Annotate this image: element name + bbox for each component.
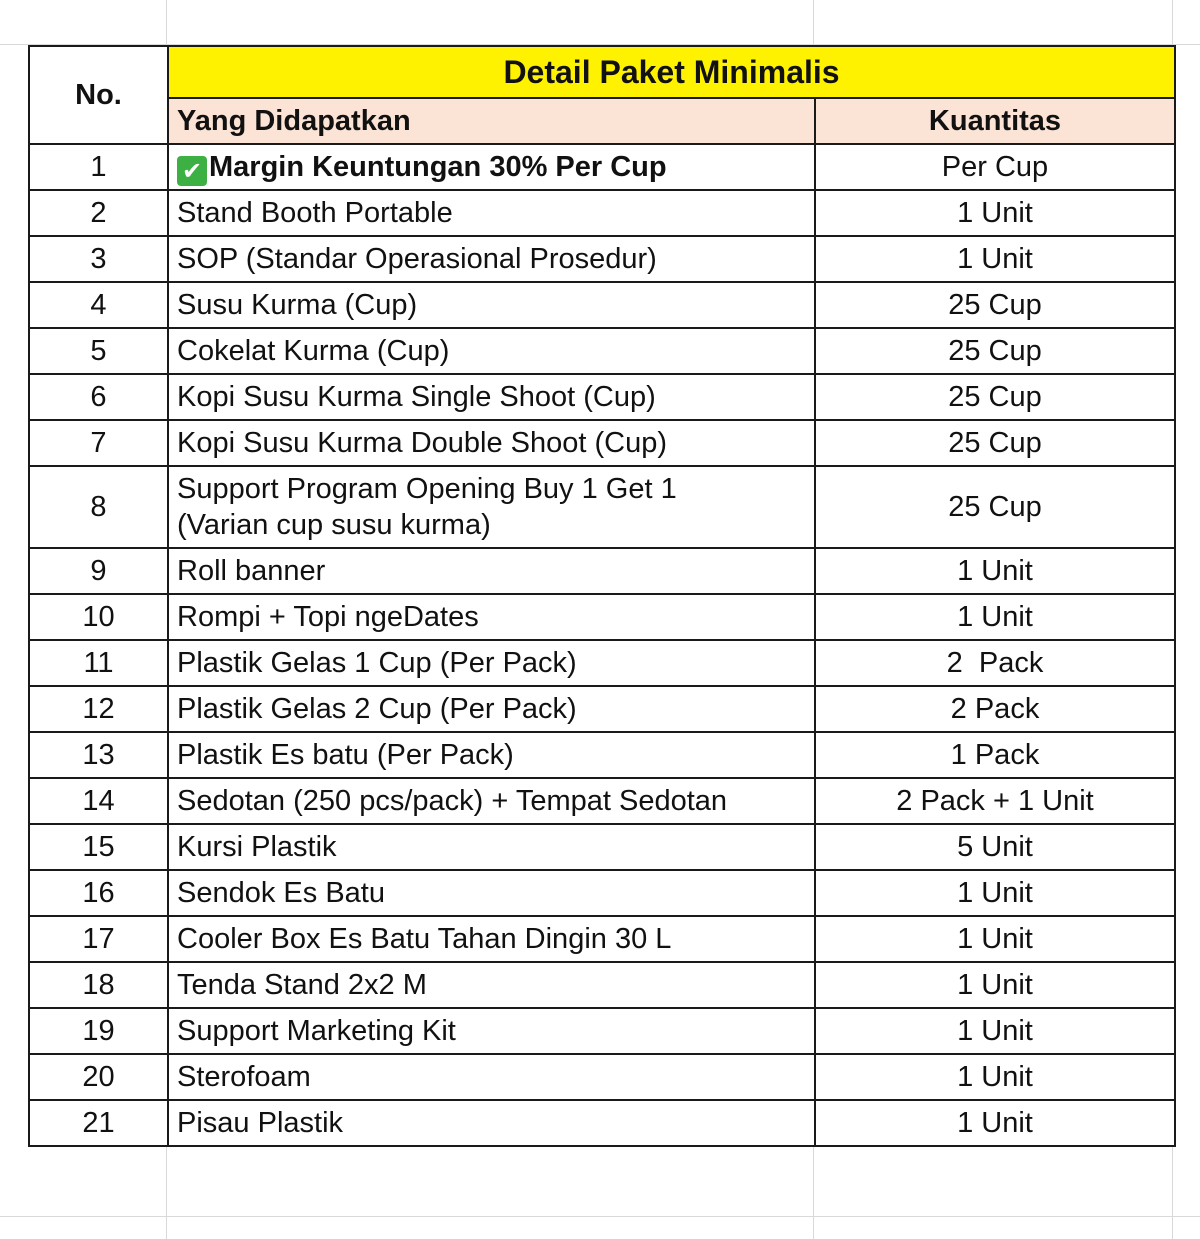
item-cell[interactable]: Kopi Susu Kurma Double Shoot (Cup) bbox=[168, 420, 815, 466]
quantity-cell[interactable]: 5 Unit bbox=[815, 824, 1175, 870]
row-number-cell[interactable]: 19 bbox=[29, 1008, 168, 1054]
row-number-cell[interactable]: 14 bbox=[29, 778, 168, 824]
table-row bbox=[29, 824, 1175, 870]
table-row bbox=[29, 190, 1175, 236]
quantity-cell[interactable]: 25 Cup bbox=[815, 374, 1175, 420]
row-number-cell[interactable]: 2 bbox=[29, 190, 168, 236]
item-cell[interactable]: Pisau Plastik bbox=[168, 1100, 815, 1146]
grid-line bbox=[0, 1216, 1200, 1217]
table-row bbox=[29, 916, 1175, 962]
item-cell[interactable]: Sterofoam bbox=[168, 1054, 815, 1100]
table-row bbox=[29, 236, 1175, 282]
quantity-cell[interactable]: 25 Cup bbox=[815, 282, 1175, 328]
row-number-cell[interactable]: 10 bbox=[29, 594, 168, 640]
row-number-cell[interactable]: 5 bbox=[29, 328, 168, 374]
row-number-cell[interactable]: 8 bbox=[29, 466, 168, 548]
row-number-cell[interactable]: 20 bbox=[29, 1054, 168, 1100]
table-row bbox=[29, 1054, 1175, 1100]
quantity-cell[interactable]: 1 Unit bbox=[815, 916, 1175, 962]
quantity-cell[interactable]: 2 Pack bbox=[815, 686, 1175, 732]
table-row bbox=[29, 282, 1175, 328]
row-number-cell[interactable]: 15 bbox=[29, 824, 168, 870]
table-row bbox=[29, 640, 1175, 686]
table-row bbox=[29, 870, 1175, 916]
item-cell[interactable]: Roll banner bbox=[168, 548, 815, 594]
quantity-cell[interactable]: 1 Unit bbox=[815, 962, 1175, 1008]
quantity-cell[interactable]: 1 Unit bbox=[815, 236, 1175, 282]
item-cell[interactable]: Sendok Es Batu bbox=[168, 870, 815, 916]
column-header-qty[interactable]: Kuantitas bbox=[815, 98, 1175, 144]
quantity-cell[interactable]: 1 Unit bbox=[815, 594, 1175, 640]
item-text-line: Support Program Opening Buy 1 Get 1 bbox=[177, 472, 677, 505]
quantity-cell[interactable]: 1 Unit bbox=[815, 1008, 1175, 1054]
quantity-cell[interactable]: 1 Unit bbox=[815, 548, 1175, 594]
item-cell[interactable]: Rompi + Topi ngeDates bbox=[168, 594, 815, 640]
table-row bbox=[29, 778, 1175, 824]
quantity-cell[interactable]: 2 Pack bbox=[815, 640, 1175, 686]
item-text-multiline bbox=[177, 471, 814, 544]
row-number-cell[interactable]: 9 bbox=[29, 548, 168, 594]
table-title-row bbox=[29, 46, 1175, 98]
table-row bbox=[29, 466, 1175, 548]
quantity-cell[interactable]: 25 Cup bbox=[815, 328, 1175, 374]
table-row bbox=[29, 1008, 1175, 1054]
item-cell[interactable]: Tenda Stand 2x2 M bbox=[168, 962, 815, 1008]
column-header-no[interactable]: No. bbox=[29, 46, 168, 144]
item-cell[interactable] bbox=[168, 144, 815, 190]
table-header-row bbox=[29, 98, 1175, 144]
item-cell[interactable]: Plastik Es batu (Per Pack) bbox=[168, 732, 815, 778]
table-row bbox=[29, 1100, 1175, 1146]
table-row bbox=[29, 962, 1175, 1008]
item-cell[interactable]: Plastik Gelas 1 Cup (Per Pack) bbox=[168, 640, 815, 686]
row-number-cell[interactable]: 6 bbox=[29, 374, 168, 420]
item-text-line: (Varian cup susu kurma) bbox=[177, 509, 491, 541]
table-row bbox=[29, 548, 1175, 594]
row-number-cell[interactable]: 7 bbox=[29, 420, 168, 466]
row-number-cell[interactable]: 4 bbox=[29, 282, 168, 328]
package-detail-table bbox=[28, 45, 1176, 1147]
column-header-item[interactable]: Yang Didapatkan bbox=[168, 98, 815, 144]
row-number-cell[interactable]: 18 bbox=[29, 962, 168, 1008]
table-row bbox=[29, 374, 1175, 420]
item-text: Margin Keuntungan 30% Per Cup bbox=[209, 150, 667, 183]
row-number-cell[interactable]: 1 bbox=[29, 144, 168, 190]
table-row bbox=[29, 144, 1175, 190]
table-row bbox=[29, 686, 1175, 732]
row-number-cell[interactable]: 12 bbox=[29, 686, 168, 732]
row-number-cell[interactable]: 16 bbox=[29, 870, 168, 916]
quantity-cell[interactable]: 25 Cup bbox=[815, 466, 1175, 548]
quantity-cell[interactable]: 1 Pack bbox=[815, 732, 1175, 778]
item-cell[interactable]: SOP (Standar Operasional Prosedur) bbox=[168, 236, 815, 282]
item-cell[interactable] bbox=[168, 466, 815, 548]
table-row bbox=[29, 420, 1175, 466]
row-number-cell[interactable]: 13 bbox=[29, 732, 168, 778]
quantity-cell[interactable]: Per Cup bbox=[815, 144, 1175, 190]
quantity-cell[interactable]: 25 Cup bbox=[815, 420, 1175, 466]
item-cell[interactable]: Kursi Plastik bbox=[168, 824, 815, 870]
item-cell[interactable]: Plastik Gelas 2 Cup (Per Pack) bbox=[168, 686, 815, 732]
table-row bbox=[29, 328, 1175, 374]
item-cell[interactable]: Stand Booth Portable bbox=[168, 190, 815, 236]
table-row bbox=[29, 594, 1175, 640]
row-number-cell[interactable]: 3 bbox=[29, 236, 168, 282]
item-cell[interactable]: Cokelat Kurma (Cup) bbox=[168, 328, 815, 374]
row-number-cell[interactable]: 11 bbox=[29, 640, 168, 686]
quantity-cell[interactable]: 1 Unit bbox=[815, 1054, 1175, 1100]
table-title[interactable]: Detail Paket Minimalis bbox=[168, 46, 1175, 98]
quantity-cell[interactable]: 1 Unit bbox=[815, 870, 1175, 916]
item-cell[interactable]: Sedotan (250 pcs/pack) + Tempat Sedotan bbox=[168, 778, 815, 824]
item-cell[interactable]: Kopi Susu Kurma Single Shoot (Cup) bbox=[168, 374, 815, 420]
quantity-cell[interactable]: 1 Unit bbox=[815, 190, 1175, 236]
item-cell[interactable]: Susu Kurma (Cup) bbox=[168, 282, 815, 328]
check-mark-icon: ✔ bbox=[177, 156, 207, 186]
quantity-cell[interactable]: 1 Unit bbox=[815, 1100, 1175, 1146]
quantity-cell[interactable]: 2 Pack + 1 Unit bbox=[815, 778, 1175, 824]
row-number-cell[interactable]: 17 bbox=[29, 916, 168, 962]
table-row bbox=[29, 732, 1175, 778]
item-cell[interactable]: Support Marketing Kit bbox=[168, 1008, 815, 1054]
item-cell[interactable]: Cooler Box Es Batu Tahan Dingin 30 L bbox=[168, 916, 815, 962]
row-number-cell[interactable]: 21 bbox=[29, 1100, 168, 1146]
